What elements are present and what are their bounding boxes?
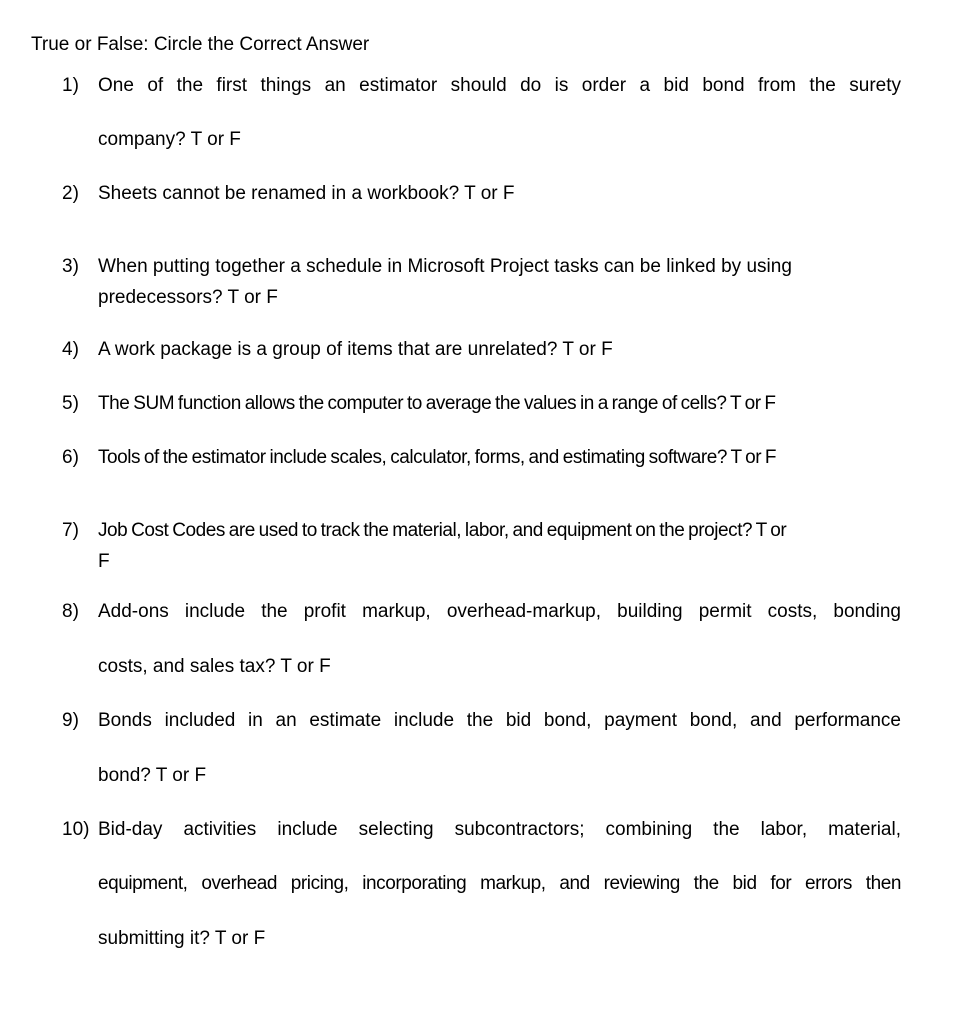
question-number: 10) bbox=[62, 819, 90, 840]
question-text-line: submitting it? T or F bbox=[98, 928, 266, 949]
question-text-line: bond? T or F bbox=[98, 765, 207, 786]
question-number: 1) bbox=[62, 75, 79, 96]
question-text-line: Bid-day activities include selecting subcontractors; combining the labor, material, bbox=[98, 819, 901, 840]
question-text-line: When putting together a schedule in Microsoft Project tasks can be linked by using bbox=[98, 256, 792, 277]
question-number: 7) bbox=[62, 520, 79, 541]
question-text-line: equipment, overhead pricing, incorporating markup, and reviewing the bid for errors then bbox=[98, 873, 901, 894]
question-number: 2) bbox=[62, 183, 79, 204]
question-text-line: One of the first things an estimator should do is order a bid bond from the surety bbox=[98, 75, 901, 96]
question-number: 5) bbox=[62, 393, 79, 414]
question-number: 4) bbox=[62, 339, 79, 360]
question-text-line: predecessors? T or F bbox=[98, 287, 278, 308]
question-text-line: Job Cost Codes are used to track the material, labor, and equipment on the project? T or bbox=[98, 520, 787, 541]
question-text-line: The SUM function allows the computer to average the values in a range of cells? T or F bbox=[98, 393, 776, 414]
question-number: 9) bbox=[62, 710, 79, 731]
question-text-line: Tools of the estimator include scales, calculator, forms, and estimating software? T or F bbox=[98, 447, 777, 468]
question-text-line: Bonds included in an estimate include the bid bond, payment bond, and performance bbox=[98, 710, 901, 731]
question-text-line: A work package is a group of items that are unrelated? T or F bbox=[98, 339, 613, 360]
question-number: 6) bbox=[62, 447, 79, 468]
question-number: 3) bbox=[62, 256, 79, 277]
question-number: 8) bbox=[62, 601, 79, 622]
question-text-line: Sheets cannot be renamed in a workbook? T or F bbox=[98, 183, 515, 204]
question-text-line: costs, and sales tax? T or F bbox=[98, 656, 331, 677]
question-text-line: company? T or F bbox=[98, 129, 241, 150]
question-text-line: F bbox=[98, 551, 110, 572]
question-text-line: Add-ons include the profit markup, overhead-markup, building permit costs, bonding bbox=[98, 601, 901, 622]
page-title: True or False: Circle the Correct Answer bbox=[31, 34, 370, 55]
